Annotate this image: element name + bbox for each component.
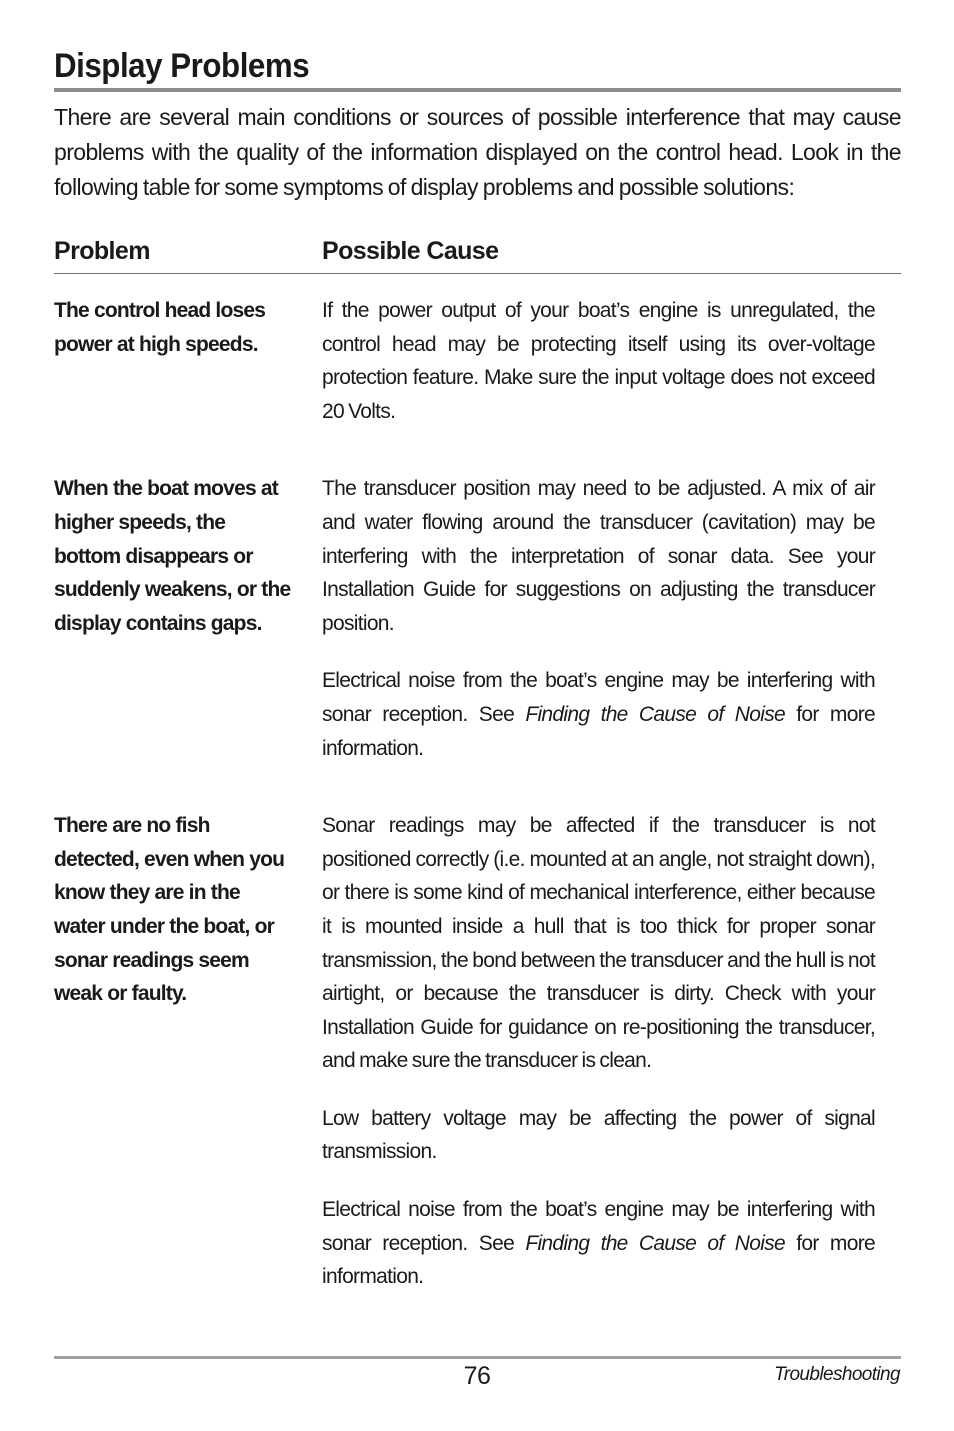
page-title: Display Problems	[54, 47, 310, 85]
cause-cell	[322, 472, 875, 789]
footer-divider	[54, 1356, 901, 1359]
cause-paragraph	[322, 664, 875, 765]
cause-text: Electrical noise from the boat’s engine may be interfering with sonar reception. See	[322, 669, 875, 726]
page-number: 76	[463, 1362, 491, 1390]
problem-cell: There are no fish detected, even when you know they are in the water under the boat, or sonar readings seem weak or faulty.	[54, 814, 285, 1006]
cause-text: for more information.	[322, 1231, 875, 1289]
cause-paragraph: Low battery voltage may be affecting the power of signal transmission.	[322, 1106, 875, 1164]
cause-cell	[322, 294, 875, 452]
cause-paragraph: If the power output of your boat’s engine is unregulated, the control head may be protecting itself using its over-voltage protection feature. Make sure the input voltage does not exceed 20 Volts.	[322, 299, 875, 423]
cause-cell	[322, 809, 875, 1318]
table-header-divider	[54, 273, 901, 274]
cause-paragraph: Sonar readings may be affected if the transducer is not positioned correctly (i.e. mounted at an angle, not straight down), or there is some kind of mechanical interference, either because it is mounted inside a hull that is too thick for proper sonar transmission, the bond between the transducer and the hull is not airtight, or because the transducer is dirty. Check with your Installation Guide for guidance on re-positioning the transducer, and make sure the transducer is clean.	[322, 814, 875, 1073]
cause-text: Electrical noise from the boat’s engine may be interfering with sonar reception. See	[322, 1198, 875, 1255]
column-header-problem: Problem	[54, 237, 150, 265]
cause-paragraph	[322, 1193, 875, 1294]
cause-paragraph: The transducer position may need to be adjusted. A mix of air and water flowing around the transducer (cavitation) may be interfering with the interpretation of sonar data. See your Installation Guide for suggestions on adjusting the transducer position.	[322, 477, 875, 635]
problem-cell: The control head loses power at high speeds.	[54, 299, 266, 356]
table-header	[54, 237, 901, 273]
table-row	[54, 294, 901, 452]
cross-reference-link[interactable]: Finding the Cause of Noise	[525, 1231, 785, 1255]
section-name: Troubleshooting	[774, 1364, 900, 1385]
cause-text: for more information.	[322, 702, 875, 760]
problem-cell: When the boat moves at higher speeds, the bottom disappears or suddenly weakens, or the display contains gaps.	[54, 477, 291, 635]
column-header-cause: Possible Cause	[322, 237, 499, 265]
title-divider	[54, 88, 901, 92]
table-row	[54, 472, 901, 789]
cross-reference-link[interactable]: Finding the Cause of Noise	[525, 702, 785, 726]
document-page	[54, 44, 901, 1318]
table-row	[54, 809, 901, 1318]
intro-paragraph: There are several main conditions or sources of possible interference that may cause problems with the quality of the information displayed on the control head. Look in the following table for some symptoms of display problems and possible solutions:	[54, 104, 901, 200]
